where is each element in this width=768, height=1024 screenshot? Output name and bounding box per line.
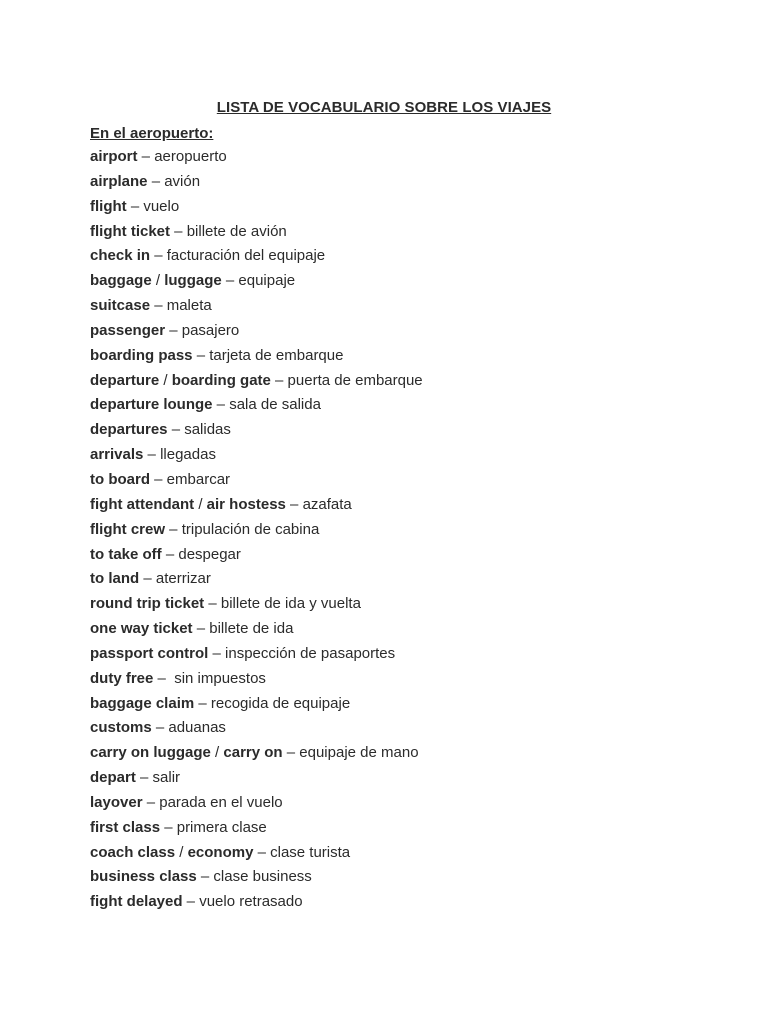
vocab-term: luggage xyxy=(164,272,222,290)
vocab-term: carry on luggage xyxy=(90,744,211,762)
vocab-translation: – vuelo retrasado xyxy=(182,893,303,911)
vocab-entry xyxy=(90,667,423,692)
vocab-term: first class xyxy=(90,818,161,836)
vocab-term: passenger xyxy=(90,321,166,339)
vocab-term: flight crew xyxy=(90,520,166,538)
vocab-term: flight xyxy=(90,197,127,215)
vocab-term: departure lounge xyxy=(90,396,213,414)
vocab-term: duty free xyxy=(90,669,154,687)
vocab-translation: – facturación del equipaje xyxy=(150,247,326,265)
vocab-translation: – clase turista xyxy=(253,843,351,861)
vocab-translation: – tripulación de cabina xyxy=(165,520,320,538)
vocab-translation: – billete de ida y vuelta xyxy=(204,595,361,613)
vocab-term: to land xyxy=(90,570,140,588)
vocab-translation: – equipaje de mano xyxy=(282,744,419,762)
vocabulary-list xyxy=(90,145,423,915)
vocab-entry xyxy=(90,319,423,344)
vocab-translation: – equipaje xyxy=(221,272,296,290)
vocab-entry xyxy=(90,195,423,220)
vocab-translation: – vuelo xyxy=(126,197,180,215)
vocab-translation: – despegar xyxy=(161,545,241,563)
vocab-term: arrivals xyxy=(90,446,144,464)
vocab-entry xyxy=(90,369,423,394)
vocab-term: flight ticket xyxy=(90,222,171,240)
vocab-term: passport control xyxy=(90,644,209,662)
vocab-translation: – clase business xyxy=(196,868,312,886)
vocab-translation: – billete de ida xyxy=(192,620,294,638)
vocab-entry xyxy=(90,890,423,915)
vocab-translation: – aduanas xyxy=(151,719,226,737)
vocab-term: fight delayed xyxy=(90,893,183,911)
vocab-translation: – sala de salida xyxy=(212,396,321,414)
vocab-entry xyxy=(90,791,423,816)
vocab-entry xyxy=(90,269,423,294)
section-heading: En el aeropuerto: xyxy=(90,125,214,142)
vocab-term: check in xyxy=(90,247,151,265)
vocab-entry xyxy=(90,642,423,667)
vocab-translation: / xyxy=(151,272,165,290)
vocab-term: economy xyxy=(187,843,254,861)
vocab-translation: – maleta xyxy=(150,297,212,315)
vocab-entry xyxy=(90,865,423,890)
vocab-translation: – embarcar xyxy=(150,470,231,488)
vocab-term: depart xyxy=(90,769,136,787)
vocab-term: airport xyxy=(90,148,138,165)
vocab-term: baggage claim xyxy=(90,694,195,712)
vocab-entry xyxy=(90,692,423,717)
vocab-translation: – avión xyxy=(147,172,201,190)
vocab-entry xyxy=(90,592,423,617)
vocab-entry xyxy=(90,418,423,443)
vocab-translation: – primera clase xyxy=(160,818,267,836)
vocab-entry xyxy=(90,443,423,468)
vocab-translation: – pasajero xyxy=(165,321,240,339)
vocab-term: to board xyxy=(90,470,150,488)
vocab-translation: – sin impuestos xyxy=(153,669,266,687)
vocab-translation: – aterrizar xyxy=(139,570,211,588)
vocab-entry xyxy=(90,816,423,841)
vocab-translation: – recogida de equipaje xyxy=(194,694,351,712)
vocab-entry xyxy=(90,567,423,592)
vocab-entry xyxy=(90,344,423,369)
vocab-translation: – billete de avión xyxy=(170,222,287,240)
vocab-translation: – puerta de embarque xyxy=(270,371,423,389)
vocab-translation: – llegadas xyxy=(143,446,216,464)
vocab-term: boarding gate xyxy=(171,371,271,389)
vocab-entry xyxy=(90,493,423,518)
vocab-entry xyxy=(90,716,423,741)
vocab-term: business class xyxy=(90,868,197,886)
vocab-entry xyxy=(90,518,423,543)
vocab-entry xyxy=(90,617,423,642)
vocab-term: one way ticket xyxy=(90,620,193,638)
vocab-entry xyxy=(90,543,423,568)
vocab-translation: – salir xyxy=(135,769,181,787)
vocab-term: round trip ticket xyxy=(90,595,205,613)
document-title: LISTA DE VOCABULARIO SOBRE LOS VIAJES xyxy=(216,99,552,116)
vocab-entry xyxy=(90,145,423,170)
vocab-translation: – aeropuerto xyxy=(137,148,227,165)
vocab-entry xyxy=(90,220,423,245)
vocab-entry xyxy=(90,766,423,791)
vocab-term: departure xyxy=(90,371,160,389)
vocab-entry xyxy=(90,841,423,866)
vocab-term: customs xyxy=(90,719,152,737)
vocab-entry xyxy=(90,244,423,269)
vocab-term: carry on xyxy=(223,744,283,762)
vocab-term: suitcase xyxy=(90,297,151,315)
vocab-entry xyxy=(90,468,423,493)
vocab-term: fight attendant xyxy=(90,495,195,513)
vocab-term: air hostess xyxy=(206,495,286,513)
vocab-term: departures xyxy=(90,421,168,439)
vocab-translation: – azafata xyxy=(285,495,352,513)
vocab-term: layover xyxy=(90,793,143,811)
vocab-entry xyxy=(90,741,423,766)
vocab-term: baggage xyxy=(90,272,152,290)
vocab-translation: / xyxy=(159,371,172,389)
vocab-translation: – parada en el vuelo xyxy=(142,793,283,811)
vocab-entry xyxy=(90,393,423,418)
vocab-translation: – tarjeta de embarque xyxy=(192,346,344,364)
vocab-translation: / xyxy=(210,744,224,762)
vocab-translation: – inspección de pasaportes xyxy=(208,644,396,662)
vocab-translation: / xyxy=(194,495,207,513)
vocab-term: coach class xyxy=(90,843,176,861)
vocab-entry xyxy=(90,294,423,319)
vocab-term: to take off xyxy=(90,545,162,563)
vocab-translation: – salidas xyxy=(167,421,231,439)
vocab-term: airplane xyxy=(90,172,148,190)
vocab-translation: / xyxy=(175,843,188,861)
vocab-entry xyxy=(90,170,423,195)
vocab-term: boarding pass xyxy=(90,346,193,364)
